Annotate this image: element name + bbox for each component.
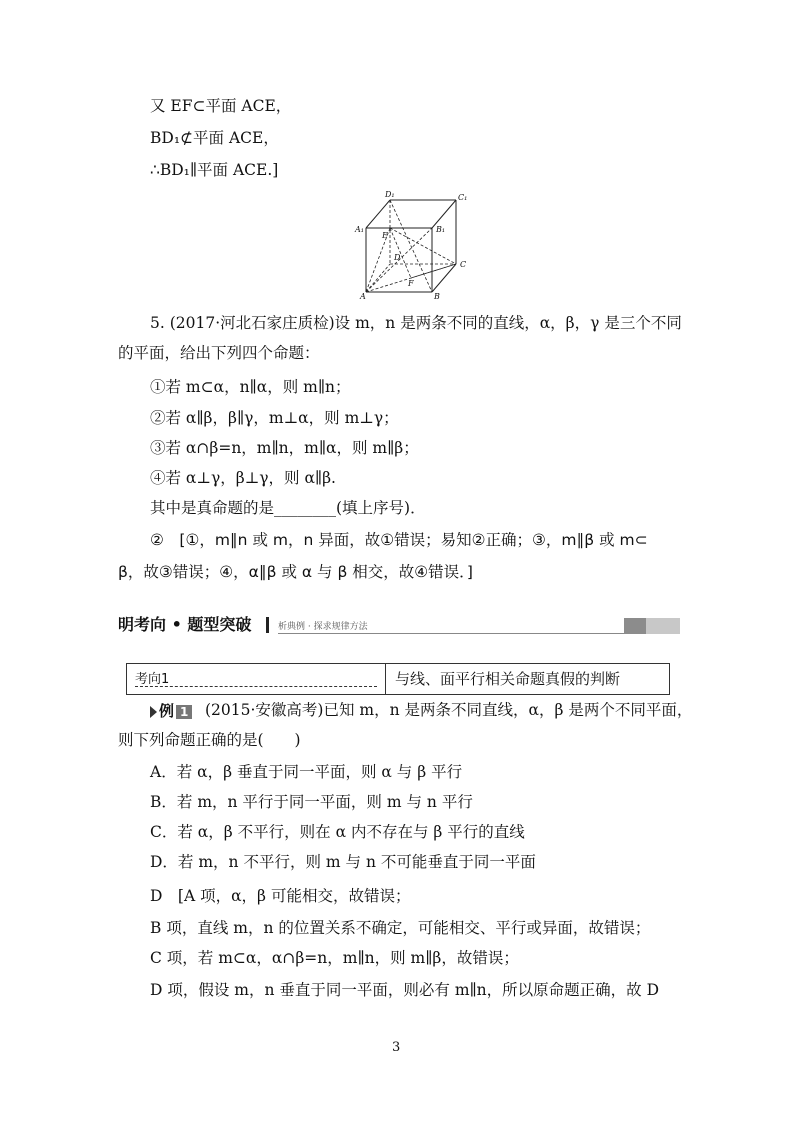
q5-item: ④若 α⊥γ，β⊥γ，则 α∥β.	[150, 469, 336, 487]
section-divider	[266, 617, 269, 633]
option-b: B．若 m，n 平行于同一平面，则 m 与 n 平行	[150, 793, 473, 811]
label-A: A	[360, 292, 366, 300]
example-line-1: (2015·安徽高考)已知 m，n 是两条不同直线，α，β 是两个不同平面，	[205, 701, 693, 719]
topic-box	[126, 663, 670, 695]
label-A1: A₁	[355, 225, 364, 234]
topic-label-cell	[127, 664, 386, 694]
text-line: BD₁⊄平面 ACE，	[150, 129, 279, 147]
section-rule	[278, 633, 680, 634]
q5-item: ②若 α∥β，β∥γ，m⊥α，则 m⊥γ；	[150, 409, 399, 427]
q5-item: ①若 m⊂α，n∥α，则 m∥n；	[150, 378, 351, 396]
example-answer-line: D 项，假设 m，n 垂直于同一平面，则必有 m∥n，所以原命题正确，故 D	[150, 981, 660, 999]
text-line: ∴BD₁∥平面 ACE.]	[150, 161, 279, 179]
example-answer-line: C 项，若 m⊂α，α∩β=n，m∥n，则 m∥β，故错误；	[150, 949, 519, 967]
label-F: F	[408, 279, 414, 288]
section-bar-light	[646, 618, 680, 634]
section-bar-dark	[624, 618, 646, 634]
topic-label: 考向1	[135, 672, 170, 687]
page-number: 3	[392, 1040, 401, 1055]
example-answer-line: D [A 项，α，β 可能相交，故错误；	[150, 887, 411, 905]
example-tag	[150, 700, 192, 721]
option-a: A．若 α，β 垂直于同一平面，则 α 与 β 平行	[150, 763, 463, 781]
label-B: B	[434, 292, 440, 300]
example-label: 例	[159, 702, 175, 720]
q5-line-2: 的平面，给出下列四个命题：	[118, 344, 320, 362]
cube-figure	[352, 188, 476, 300]
label-E: E	[382, 231, 388, 240]
q5-item: ③若 α∩β=n，m∥n，m∥α，则 m∥β；	[150, 439, 419, 457]
q5-answer-line-1: ② [①，m∥n 或 m，n 异面，故①错误；易知②正确；③，m∥β 或 m⊂	[150, 531, 648, 549]
q5-line-1: 5. (2017·河北石家庄质检)设 m，n 是两条不同的直线，α，β，γ 是三个不同	[150, 314, 682, 332]
example-line-2: 则下列命题正确的是( )	[118, 731, 301, 749]
label-C1: C₁	[458, 193, 468, 202]
q5-question: 其中是真命题的是________(填上序号)．	[150, 499, 426, 517]
option-c: C．若 α，β 不平行，则在 α 内不存在与 β 平行的直线	[150, 823, 525, 841]
example-answer-line: B 项，直线 m，n 的位置关系不确定，可能相交、平行或异面，故错误；	[150, 919, 651, 937]
label-C: C	[460, 260, 467, 269]
topic-dashed-line	[135, 686, 377, 687]
label-D1: D₁	[385, 190, 395, 199]
section-title: 明考向 • 题型突破	[118, 615, 252, 634]
triangle-icon	[150, 706, 157, 718]
q5-answer-line-2: β，故③错误；④，α∥β 或 α 与 β 相交，故④错误．]	[118, 563, 473, 581]
option-d: D．若 m，n 不平行，则 m 与 n 不可能垂直于同一平面	[150, 853, 536, 871]
label-D: D	[394, 253, 401, 262]
example-number: 1	[176, 705, 192, 719]
topic-title: 与线、面平行相关命题真假的判断	[395, 670, 621, 688]
section-subtitle: 析典例 · 探求规律方法	[278, 622, 368, 632]
label-B1: B₁	[436, 225, 446, 234]
text-line: 又 EF⊂平面 ACE，	[150, 97, 292, 115]
section-header	[118, 614, 680, 636]
